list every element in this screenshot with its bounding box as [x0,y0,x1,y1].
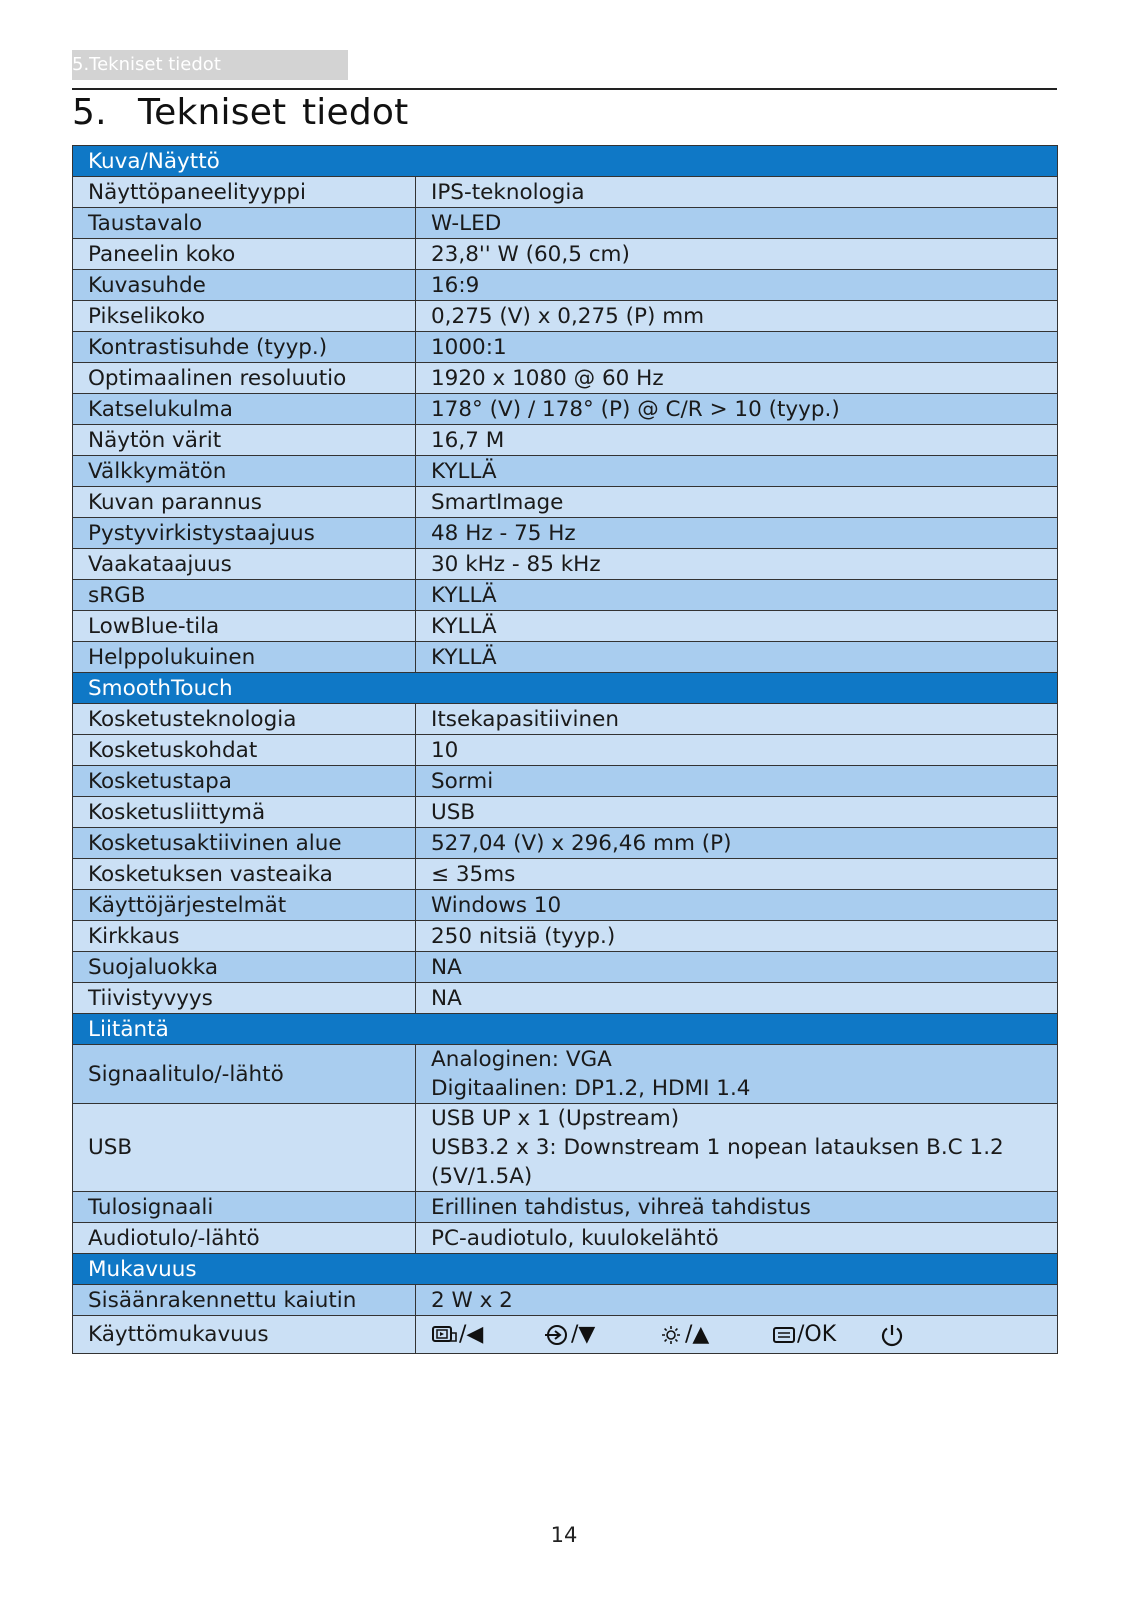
spec-row [73,1104,1058,1192]
input-control-label: /▼ [571,1322,596,1347]
brightness-control-label: /▲ [685,1322,710,1347]
spec-row [73,797,1058,828]
menu-control-label: /OK [797,1322,837,1347]
spec-row [73,239,1058,270]
menu-control [771,1320,879,1349]
spec-key: Kosketusaktiivinen alue [73,828,416,859]
spec-key: Kosketuskohdat [73,735,416,766]
spec-value: 2 W x 2 [416,1285,1058,1316]
spec-key: Kosketusliittymä [73,797,416,828]
spec-row [73,363,1058,394]
spec-value: KYLLÄ [416,580,1058,611]
spec-key: Käyttöjärjestelmät [73,890,416,921]
spec-value-line: Digitaalinen: DP1.2, HDMI 1.4 [431,1076,751,1101]
spec-value: 16,7 M [416,425,1058,456]
spec-row [73,549,1058,580]
spec-value: 250 nitsiä (tyyp.) [416,921,1058,952]
section-title: Mukavuus [73,1254,1058,1285]
spec-value: Sormi [416,766,1058,797]
spec-row [73,177,1058,208]
spec-key: Vaakataajuus [73,549,416,580]
spec-row [73,580,1058,611]
spec-row [73,270,1058,301]
spec-key: Käyttömukavuus [73,1316,416,1354]
spec-row [73,859,1058,890]
page-number: 14 [550,1523,578,1547]
spec-value: 30 kHz - 85 kHz [416,549,1058,580]
page-title-number: 5. [72,92,107,133]
spec-value-controls [416,1316,1058,1354]
spec-value: IPS-teknologia [416,177,1058,208]
spec-key: Kontrastisuhde (tyyp.) [73,332,416,363]
spec-key: Kosketustapa [73,766,416,797]
page-title-text: Tekniset tiedot [138,92,409,133]
spec-key: Pystyvirkistystaajuus [73,518,416,549]
spec-key: Audiotulo/-lähtö [73,1223,416,1254]
spec-row [73,1223,1058,1254]
spec-key: Helppolukuinen [73,642,416,673]
spec-value: USB [416,797,1058,828]
smartimage-control-label: /◀ [459,1322,484,1347]
spec-key: Signaalitulo/-lähtö [73,1045,416,1104]
spec-value: Itsekapasitiivinen [416,704,1058,735]
spec-value: W-LED [416,208,1058,239]
input-control [543,1320,659,1349]
spec-value: NA [416,952,1058,983]
section-header [73,1014,1058,1045]
spec-value: ≤ 35ms [416,859,1058,890]
menu-ok-icon [771,1323,797,1347]
running-head: 5.Tekniset tiedot [72,50,348,80]
spec-key: Sisäänrakennettu kaiutin [73,1285,416,1316]
spec-row [73,704,1058,735]
spec-value [416,1045,1058,1104]
spec-row [73,766,1058,797]
spec-value: NA [416,983,1058,1014]
spec-value: 23,8'' W (60,5 cm) [416,239,1058,270]
spec-row [73,1316,1058,1354]
section-header [73,1254,1058,1285]
spec-row [73,642,1058,673]
spec-value: PC-audiotulo, kuulokelähtö [416,1223,1058,1254]
spec-row [73,983,1058,1014]
spec-value: 1000:1 [416,332,1058,363]
spec-row [73,890,1058,921]
spec-key: Kirkkaus [73,921,416,952]
spec-value: 48 Hz - 75 Hz [416,518,1058,549]
spec-row [73,828,1058,859]
spec-key: Paneelin koko [73,239,416,270]
spec-key: Välkkymätön [73,456,416,487]
section-title: Liitäntä [73,1014,1058,1045]
control-icons [431,1317,1057,1353]
spec-value: SmartImage [416,487,1058,518]
spec-key: Kosketuksen vasteaika [73,859,416,890]
spec-table [72,145,1058,1354]
spec-key: Kuvasuhde [73,270,416,301]
brightness-control [659,1320,771,1349]
spec-value: 0,275 (V) x 0,275 (P) mm [416,301,1058,332]
spec-key: Suojaluokka [73,952,416,983]
spec-key: USB [73,1104,416,1192]
spec-value: 527,04 (V) x 296,46 mm (P) [416,828,1058,859]
spec-key: LowBlue-tila [73,611,416,642]
spec-key: sRGB [73,580,416,611]
spec-value: KYLLÄ [416,611,1058,642]
spec-value [416,1104,1058,1192]
spec-row [73,1285,1058,1316]
spec-value: 1920 x 1080 @ 60 Hz [416,363,1058,394]
spec-row [73,518,1058,549]
spec-row [73,456,1058,487]
spec-row [73,487,1058,518]
input-down-icon [543,1323,571,1347]
spec-value: 10 [416,735,1058,766]
spec-value: Windows 10 [416,890,1058,921]
spec-row [73,735,1058,766]
spec-row [73,921,1058,952]
spec-value: Erillinen tahdistus, vihreä tahdistus [416,1192,1058,1223]
section-header [73,673,1058,704]
spec-value-line: USB UP x 1 (Upstream) [431,1106,680,1131]
spec-key: Pikselikoko [73,301,416,332]
header-rule [72,88,1057,90]
spec-value-line: USB3.2 x 3: Downstream 1 nopean latauksen B.C 1.2 [431,1135,1004,1160]
spec-row [73,332,1058,363]
spec-row [73,952,1058,983]
spec-key: Optimaalinen resoluutio [73,363,416,394]
spec-key: Kuvan parannus [73,487,416,518]
spec-value: KYLLÄ [416,456,1058,487]
spec-row [73,394,1058,425]
spec-row [73,1192,1058,1223]
spec-row [73,208,1058,239]
spec-value: 178° (V) / 178° (P) @ C/R > 10 (tyyp.) [416,394,1058,425]
spec-key: Kosketusteknologia [73,704,416,735]
spec-key: Näytön värit [73,425,416,456]
spec-key: Katselukulma [73,394,416,425]
page-title [72,92,408,133]
spec-value: KYLLÄ [416,642,1058,673]
spec-key: Tiivistyvyys [73,983,416,1014]
section-title: SmoothTouch [73,673,1058,704]
smartimage-control [431,1320,543,1349]
smartimage-left-icon [431,1323,459,1347]
brightness-up-icon [659,1323,685,1347]
power-icon [879,1322,905,1348]
spec-row [73,425,1058,456]
spec-key: Taustavalo [73,208,416,239]
spec-row [73,611,1058,642]
spec-value-line: (5V/1.5A) [431,1164,533,1189]
spec-row [73,301,1058,332]
power-control [879,1322,905,1348]
spec-value: 16:9 [416,270,1058,301]
section-title: Kuva/Näyttö [73,146,1058,177]
spec-key: Näyttöpaneelityyppi [73,177,416,208]
spec-row [73,1045,1058,1104]
spec-key: Tulosignaali [73,1192,416,1223]
spec-value-line: Analoginen: VGA [431,1047,612,1072]
section-header [73,146,1058,177]
